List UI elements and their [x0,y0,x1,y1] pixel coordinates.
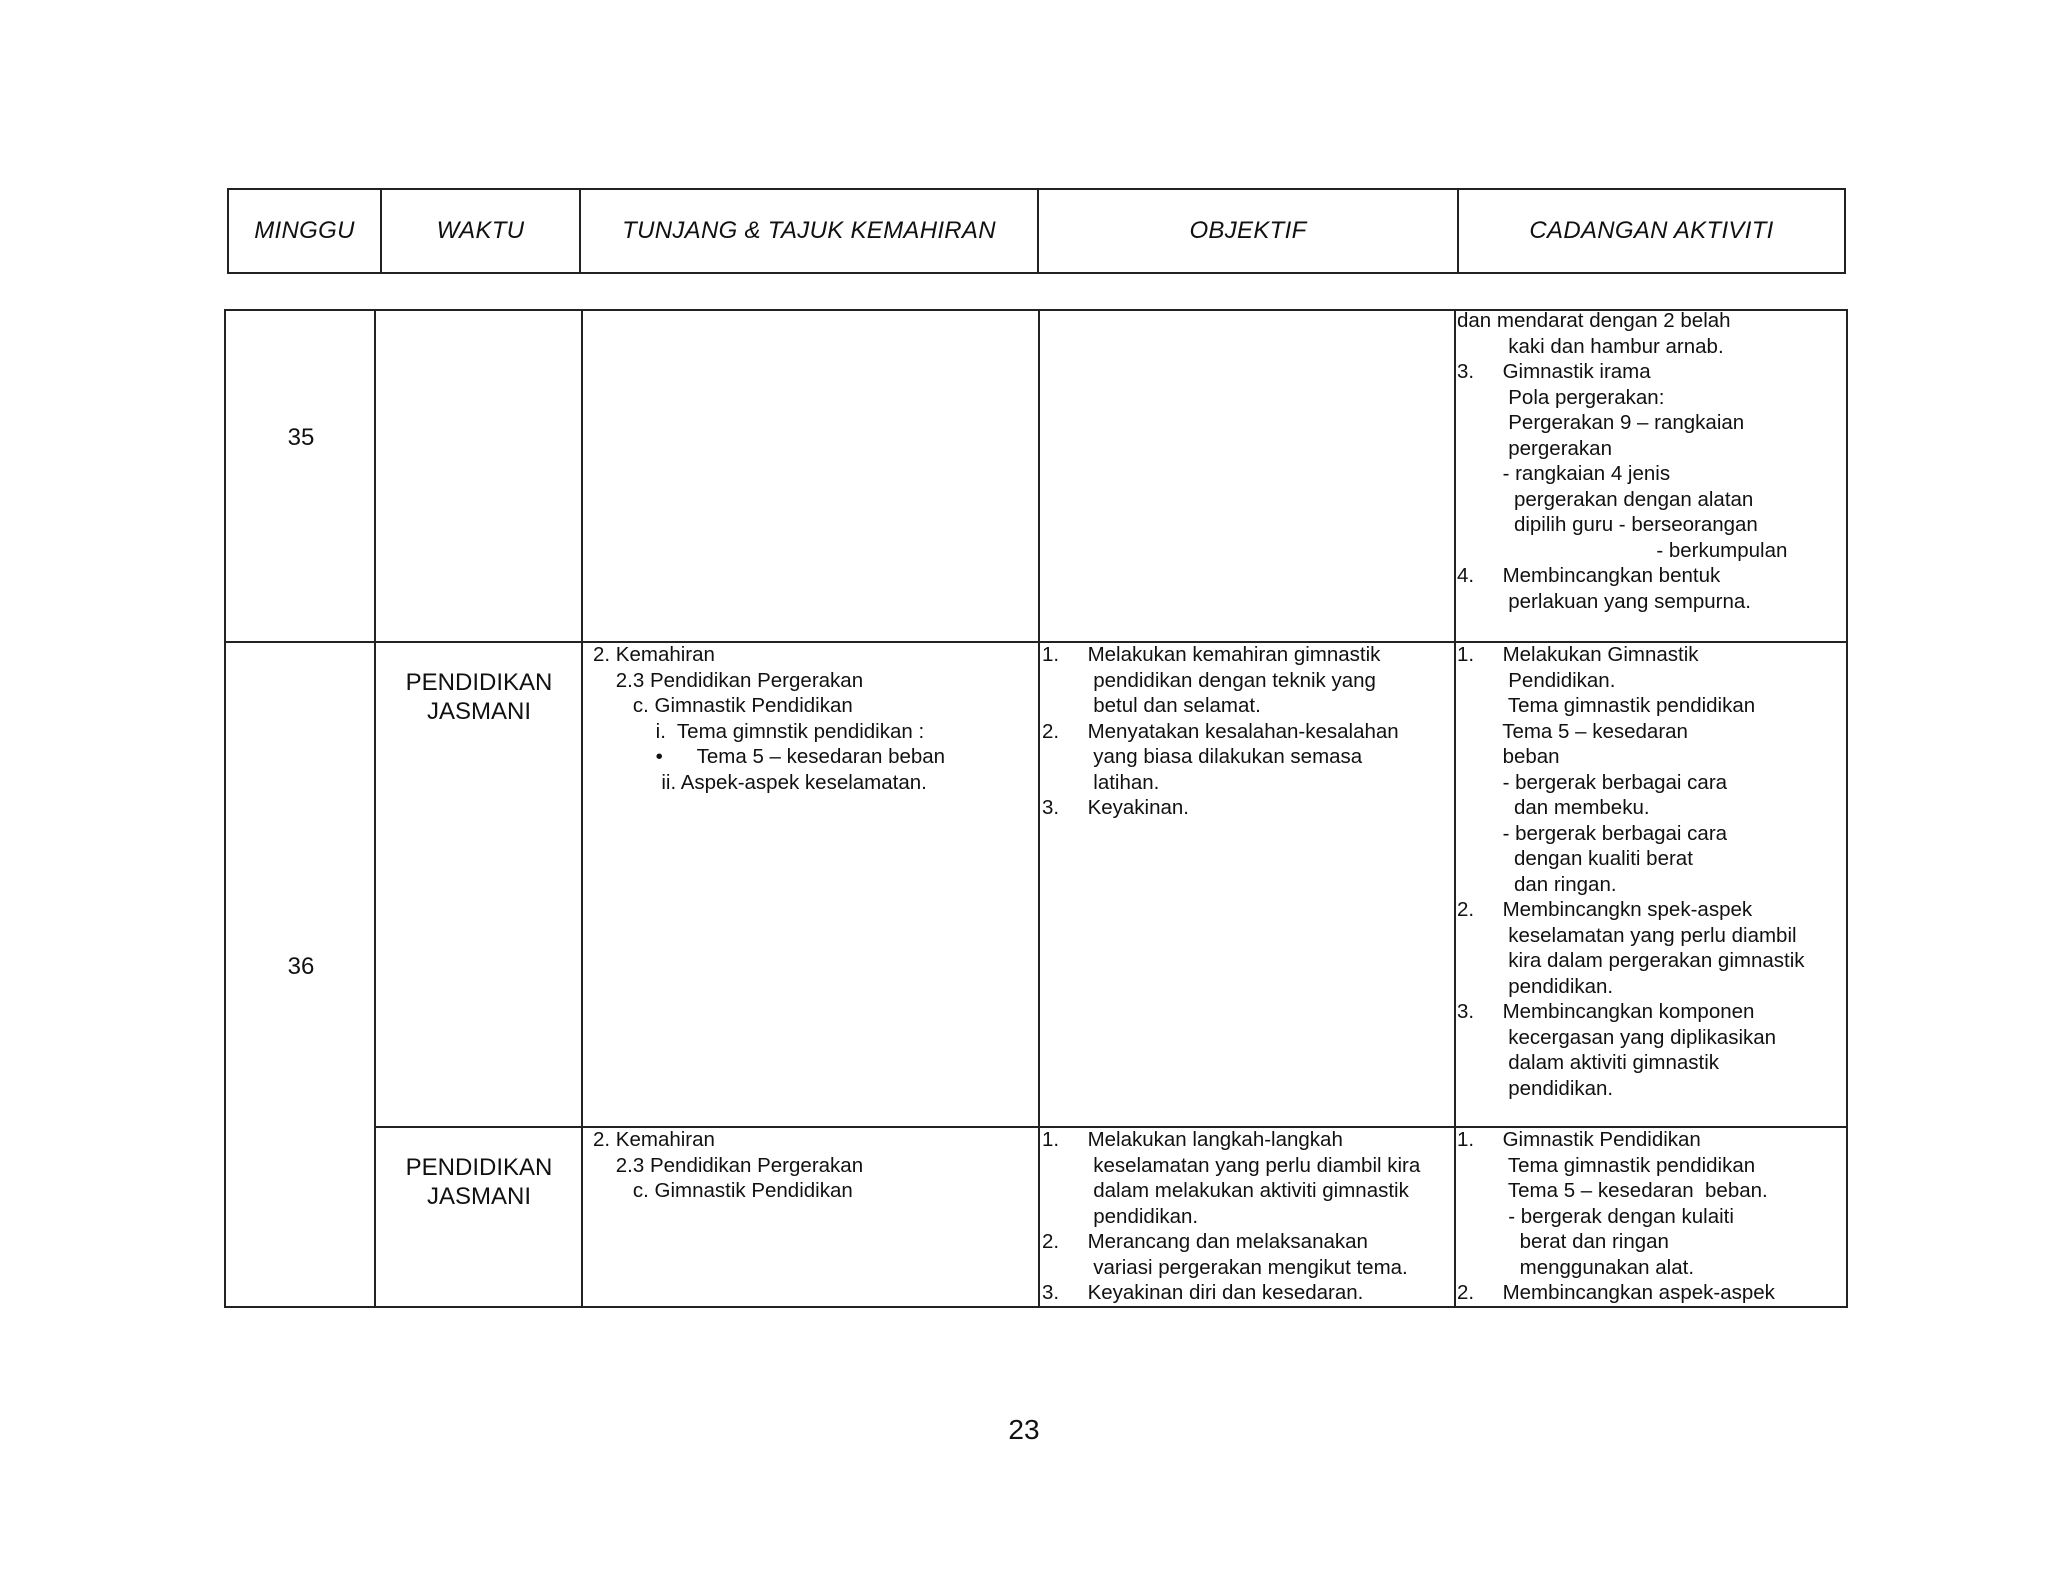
header-waktu: WAKTU [382,190,581,272]
column-divider [1454,311,1456,1306]
header-cadangan: CADANGAN AKTIVITI [1529,217,1774,244]
objektif-cell: 1. Melakukan kemahiran gimnastik pendidikan dengan teknik yang betul dan selamat. 2. Menyatakan kesalahan-kesalahan yang biasa dilakukan semasa latihan. 3. Keyakinan. [1042,643,1399,819]
objektif-cell: 1. Melakukan langkah-langkah keselamatan yang perlu diambil kira dalam melakukan aktiviti gimnastik pendidikan. 2. Merancang dan melaksanakan variasi pergerakan mengikut tema. 3. Keyakinan diri dan kesedaran. [1042,1128,1421,1304]
column-divider [1038,311,1040,1306]
page-number: 23 [1008,1414,1040,1445]
tunjang-cell: 2. Kemahiran 2.3 Pendidikan Pergerakan c. Gimnastik Pendidikan i. Tema gimnstik pendidikan : • Tema 5 – kesedaran beban ii. Aspek-aspek keselamatan. [593,643,946,794]
waktu-cell: PENDIDIKAN JASMANI [405,669,553,725]
cadangan-aktiviti-cell: dan mendarat dengan 2 belah kaki dan hambur arnab. 3. Gimnastik irama Pola pergerakan: Pergerakan 9 – rangkaian pergerakan - rangkaian 4 jenis pergerakan dengan alatan dipilih guru - berseorangan - berkumpulan 4. Membincangkan bentuk perlakuan yang sempurna. [1457,309,1788,613]
tunjang-cell: 2. Kemahiran 2.3 Pendidikan Pergerakan c. Gimnastik Pendidikan [593,1128,864,1202]
week-number: 36 [287,953,315,980]
cadangan-aktiviti-cell: 1. Gimnastik Pendidikan Tema gimnastik pendidikan Tema 5 – kesedaran beban. - bergerak dengan kulaiti berat dan ringan menggunakan alat. 2. Membincangkan aspek-aspek [1457,1128,1775,1304]
header-tunjang: TUNJANG & TAJUK KEMAHIRAN [581,190,1039,272]
header-minggu: MINGGU [229,190,382,272]
content-table [224,309,1848,1308]
week-number: 35 [287,424,315,451]
table-header [227,188,1846,274]
cadangan-aktiviti-cell: 1. Melakukan Gimnastik Pendidikan. Tema gimnastik pendidikan Tema 5 – kesedaran beban - bergerak berbagai cara dan membeku. - bergerak berbagai cara dengan kualiti berat dan ringan. 2. Membincangkn spek-aspek keselamatan yang perlu diambil kira dalam pergerakan gimnastik pendidikan. 3. Membincangkan komponen kecergasan yang diplikasikan dalam aktiviti gimnastik pendidikan. [1457,643,1805,1100]
header-objektif: OBJEKTIF [1039,190,1459,272]
waktu-cell: PENDIDIKAN JASMANI [405,1154,553,1210]
